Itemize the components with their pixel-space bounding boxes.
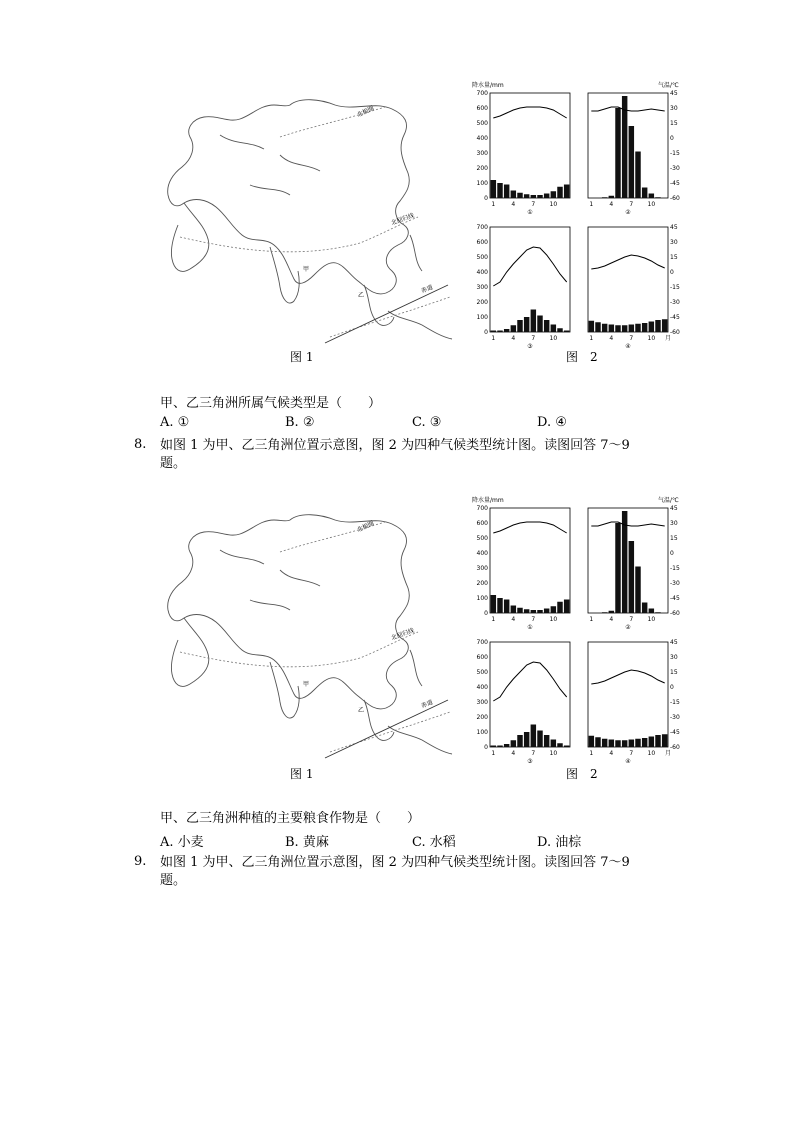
axis-tick-label: 45 xyxy=(670,224,678,231)
month-tick-label: 10 xyxy=(647,616,656,623)
precip-bar xyxy=(602,739,607,747)
chart-id-label: ③ xyxy=(527,758,533,765)
month-tick-label: 10 xyxy=(647,335,656,342)
axis-tick-label: 30 xyxy=(670,105,678,112)
climate-chart xyxy=(472,496,570,631)
precip-bar xyxy=(531,725,536,748)
precip-bar xyxy=(602,612,607,613)
precip-bar xyxy=(551,325,556,333)
temp-line xyxy=(591,670,664,684)
month-tick-label: 1 xyxy=(589,201,594,208)
axis-tick-label: 300 xyxy=(476,284,488,291)
axis-tick-label: 200 xyxy=(476,299,488,306)
precip-bar xyxy=(615,523,620,613)
precip-bar xyxy=(537,610,542,613)
precip-bar xyxy=(491,595,496,613)
precip-bar xyxy=(544,194,549,199)
axis-tick-label: 400 xyxy=(476,550,488,557)
climate-chart xyxy=(477,639,570,765)
precip-bar xyxy=(649,194,654,199)
precip-bar xyxy=(615,108,620,198)
chart-frame xyxy=(588,642,668,747)
axis-tick-label: -30 xyxy=(670,299,680,306)
precip-bar xyxy=(557,328,562,332)
month-tick-label: 4 xyxy=(609,750,614,757)
q8-option-c[interactable]: C. 水稻 xyxy=(412,835,456,850)
q8-intro xyxy=(160,437,660,473)
climate-charts xyxy=(450,490,680,765)
month-tick-label: 10 xyxy=(549,616,558,623)
axis-tick-label: 30 xyxy=(670,239,678,246)
temp-line xyxy=(493,522,566,533)
chart-frame xyxy=(588,227,668,332)
month-tick-label: 4 xyxy=(511,335,516,342)
precip-bar xyxy=(564,185,569,199)
precip-bar xyxy=(497,183,502,198)
axis-tick-label: 100 xyxy=(476,595,488,602)
q8-option-a[interactable]: A. 小麦 xyxy=(160,835,204,850)
precip-bar xyxy=(491,746,496,748)
precip-bar xyxy=(609,196,614,198)
figure2-caption: 图 2 xyxy=(566,350,598,364)
precip-bar xyxy=(557,743,562,747)
precip-bar xyxy=(524,609,529,613)
month-tick-label: 7 xyxy=(531,335,536,342)
precip-bar xyxy=(629,740,634,748)
month-tick-label: 10 xyxy=(647,201,656,208)
precip-bar xyxy=(504,744,509,747)
month-tick-label: 7 xyxy=(629,616,634,623)
climate-chart xyxy=(472,81,570,216)
axis-tick-label: -60 xyxy=(670,329,680,336)
axis-tick-label: 45 xyxy=(670,505,678,512)
precip-bar xyxy=(642,603,647,614)
precip-bar xyxy=(595,737,600,747)
climate-chart xyxy=(477,224,570,350)
month-tick-label: 7 xyxy=(629,201,634,208)
q7-stem: 甲、乙三角洲所属气候类型是（ ） xyxy=(160,396,382,411)
chart-frame xyxy=(588,508,668,613)
precip-bar xyxy=(662,734,667,747)
month-unit-label: 月 xyxy=(665,335,672,342)
axis-tick-label: 15 xyxy=(670,535,678,542)
figure2-caption: 图 2 xyxy=(566,767,598,781)
precip-bar xyxy=(544,320,549,332)
axis-tick-label: 200 xyxy=(476,580,488,587)
precip-bar xyxy=(642,188,647,199)
figure-block xyxy=(160,75,680,375)
q8-intro-line1: 如图 1 为甲、乙三角洲位置示意图，图 2 为四种气候类型统计图。读图回答 7～9 xyxy=(160,438,630,453)
axis-tick-label: 600 xyxy=(476,654,488,661)
axis-tick-label: 0 xyxy=(670,684,674,691)
precip-bar xyxy=(622,740,627,747)
axis-tick-label: -30 xyxy=(670,580,680,587)
chart-frame xyxy=(490,508,570,613)
axis-tick-label: 300 xyxy=(476,565,488,572)
equator-label: 赤道 xyxy=(420,283,434,295)
temp-line xyxy=(493,107,566,118)
precip-bar xyxy=(649,609,654,614)
q7-option-d[interactable]: D. ④ xyxy=(537,415,567,430)
climate-chart xyxy=(588,639,680,765)
month-tick-label: 4 xyxy=(609,335,614,342)
precip-bar xyxy=(531,610,536,613)
chart-frame xyxy=(588,93,668,198)
axis-tick-label: 0 xyxy=(670,550,674,557)
month-tick-label: 1 xyxy=(589,616,594,623)
q9-intro-line1: 如图 1 为甲、乙三角洲位置示意图，图 2 为四种气候类型统计图。读图回答 7～9 xyxy=(160,855,630,870)
axis-tick-label: 15 xyxy=(670,669,678,676)
axis-tick-label: -60 xyxy=(670,610,680,617)
q8-option-d[interactable]: D. 油棕 xyxy=(537,835,582,850)
delta-yi-label: 乙 xyxy=(358,292,365,299)
axis-tick-label: -45 xyxy=(670,314,680,321)
month-tick-label: 10 xyxy=(647,750,656,757)
tropic-label: 北回归线 xyxy=(390,212,416,227)
arctic-circle-label: 北极圈 xyxy=(355,104,376,119)
precip-bar xyxy=(655,735,660,747)
precip-bar xyxy=(524,317,529,332)
precip-bar xyxy=(595,322,600,332)
precip-bar xyxy=(629,325,634,333)
axis-tick-label: -30 xyxy=(670,165,680,172)
chart-id-label: ④ xyxy=(625,343,631,350)
q9-intro-line2: 题。 xyxy=(160,873,187,888)
precip-bar xyxy=(622,325,627,332)
axis-tick-label: 700 xyxy=(476,639,488,646)
precip-bar xyxy=(655,197,660,198)
precip-bar xyxy=(635,567,640,614)
axis-tick-label: 0 xyxy=(670,135,674,142)
chart-id-label: ① xyxy=(527,209,533,216)
month-unit-label: 月 xyxy=(665,750,672,757)
precip-bar xyxy=(537,195,542,198)
precip-bar xyxy=(655,320,660,332)
precip-bar xyxy=(635,739,640,747)
precip-bar xyxy=(491,331,496,333)
precip-bar xyxy=(662,319,667,332)
precip-bar xyxy=(642,323,647,332)
axis-tick-label: 400 xyxy=(476,269,488,276)
axis-tick-label: -60 xyxy=(670,195,680,202)
month-tick-label: 7 xyxy=(531,750,536,757)
month-tick-label: 4 xyxy=(511,616,516,623)
axis-tick-label: 400 xyxy=(476,684,488,691)
axis-tick-label: -60 xyxy=(670,744,680,751)
climate-chart xyxy=(588,224,680,350)
axis-tick-label: 0 xyxy=(484,610,488,617)
q7-option-c[interactable]: C. ③ xyxy=(412,415,442,430)
precip-bar xyxy=(511,191,516,199)
temp-axis-label: 气温/℃ xyxy=(658,497,679,504)
axis-tick-label: 300 xyxy=(476,699,488,706)
precip-bar xyxy=(517,608,522,613)
month-tick-label: 10 xyxy=(549,750,558,757)
month-tick-label: 1 xyxy=(491,201,496,208)
chart-id-label: ② xyxy=(625,209,631,216)
precip-bar xyxy=(524,194,529,198)
month-tick-label: 1 xyxy=(589,750,594,757)
precip-bar xyxy=(615,325,620,332)
precip-bar xyxy=(531,195,536,198)
precip-bar xyxy=(504,600,509,614)
figure1-caption: 图 1 xyxy=(290,350,314,364)
month-tick-label: 7 xyxy=(531,201,536,208)
axis-tick-label: 0 xyxy=(670,269,674,276)
month-tick-label: 1 xyxy=(491,335,496,342)
precip-bar xyxy=(544,735,549,747)
precip-bar xyxy=(551,740,556,748)
precip-bar xyxy=(557,187,562,198)
asia-map xyxy=(160,75,460,345)
axis-tick-label: 600 xyxy=(476,520,488,527)
precip-bar xyxy=(531,310,536,333)
precip-bar xyxy=(511,606,516,614)
precip-bar xyxy=(642,738,647,747)
axis-tick-label: 500 xyxy=(476,254,488,261)
figure1-caption: 图 1 xyxy=(290,767,314,781)
temp-axis-label: 气温/℃ xyxy=(658,82,679,89)
month-tick-label: 4 xyxy=(609,201,614,208)
q9-number: 9. xyxy=(134,854,147,869)
precip-bar xyxy=(649,737,654,748)
axis-tick-label: 700 xyxy=(476,505,488,512)
precip-bar xyxy=(497,746,502,748)
precip-bar xyxy=(602,197,607,198)
precip-bar xyxy=(497,598,502,613)
axis-tick-label: 200 xyxy=(476,165,488,172)
chart-id-label: ② xyxy=(625,624,631,631)
month-tick-label: 4 xyxy=(511,750,516,757)
month-tick-label: 1 xyxy=(491,750,496,757)
axis-tick-label: 400 xyxy=(476,135,488,142)
equator-label: 赤道 xyxy=(420,698,434,710)
precip-bar xyxy=(564,746,569,748)
temp-line xyxy=(493,662,566,701)
month-tick-label: 7 xyxy=(629,335,634,342)
temp-line xyxy=(591,522,664,526)
axis-tick-label: 0 xyxy=(484,744,488,751)
axis-tick-label: 0 xyxy=(484,195,488,202)
precip-bar xyxy=(537,731,542,748)
precip-bar xyxy=(622,96,627,198)
axis-tick-label: 700 xyxy=(476,224,488,231)
month-tick-label: 4 xyxy=(511,201,516,208)
axis-tick-label: -45 xyxy=(670,180,680,187)
precip-bar xyxy=(551,606,556,613)
precip-bar xyxy=(635,324,640,332)
precip-bar xyxy=(537,316,542,333)
axis-tick-label: 100 xyxy=(476,314,488,321)
axis-tick-label: 0 xyxy=(484,329,488,336)
month-tick-label: 4 xyxy=(609,616,614,623)
precip-bar xyxy=(622,511,627,613)
q9-intro xyxy=(160,854,660,890)
month-tick-label: 1 xyxy=(589,335,594,342)
month-tick-label: 10 xyxy=(549,335,558,342)
precip-bar xyxy=(655,612,660,613)
precip-bar xyxy=(517,735,522,747)
q8-options xyxy=(160,831,630,849)
precip-bar xyxy=(511,740,516,747)
precip-bar xyxy=(544,609,549,614)
arctic-circle-label: 北极圈 xyxy=(355,519,376,534)
axis-tick-label: 30 xyxy=(670,520,678,527)
precip-bar xyxy=(564,600,569,614)
temp-line xyxy=(591,107,664,111)
axis-tick-label: -15 xyxy=(670,565,680,572)
q8-intro-line2: 题。 xyxy=(160,456,187,471)
precip-axis-label: 降水量/mm xyxy=(472,497,504,504)
climate-charts xyxy=(450,75,680,350)
axis-tick-label: 500 xyxy=(476,535,488,542)
precip-bar xyxy=(551,191,556,198)
chart-id-label: ③ xyxy=(527,343,533,350)
axis-tick-label: 200 xyxy=(476,714,488,721)
axis-tick-label: 15 xyxy=(670,254,678,261)
chart-id-label: ④ xyxy=(625,758,631,765)
chart-frame xyxy=(490,93,570,198)
delta-jia-label: 甲 xyxy=(303,266,310,273)
month-tick-label: 7 xyxy=(629,750,634,757)
axis-tick-label: 30 xyxy=(670,654,678,661)
axis-tick-label: -15 xyxy=(670,284,680,291)
precip-bar xyxy=(589,321,594,332)
axis-tick-label: 100 xyxy=(476,729,488,736)
precip-bar xyxy=(491,180,496,198)
precip-bar xyxy=(497,331,502,333)
precip-bar xyxy=(517,320,522,332)
figure-block xyxy=(160,490,680,790)
axis-tick-label: 300 xyxy=(476,150,488,157)
axis-tick-label: 45 xyxy=(670,639,678,646)
delta-yi-label: 乙 xyxy=(358,707,365,714)
chart-id-label: ① xyxy=(527,624,533,631)
axis-tick-label: 600 xyxy=(476,239,488,246)
precip-bar xyxy=(517,193,522,198)
asia-map xyxy=(160,490,460,760)
precip-bar xyxy=(649,322,654,333)
q7-option-b[interactable]: B. ② xyxy=(285,415,315,430)
precip-bar xyxy=(557,602,562,613)
precip-bar xyxy=(629,126,634,198)
precip-bar xyxy=(609,740,614,748)
axis-tick-label: -15 xyxy=(670,699,680,706)
climate-chart xyxy=(588,81,680,216)
axis-tick-label: 700 xyxy=(476,90,488,97)
month-tick-label: 7 xyxy=(531,616,536,623)
precip-bar xyxy=(629,541,634,613)
precip-bar xyxy=(504,185,509,199)
axis-tick-label: -45 xyxy=(670,595,680,602)
axis-tick-label: 15 xyxy=(670,120,678,127)
precip-bar xyxy=(564,331,569,333)
month-tick-label: 10 xyxy=(549,201,558,208)
precip-bar xyxy=(511,325,516,332)
precip-bar xyxy=(524,732,529,747)
axis-tick-label: 600 xyxy=(476,105,488,112)
precip-bar xyxy=(504,329,509,332)
precip-axis-label: 降水量/mm xyxy=(472,82,504,89)
precip-bar xyxy=(602,324,607,332)
precip-bar xyxy=(615,740,620,747)
q8-number: 8. xyxy=(134,437,147,452)
climate-chart xyxy=(588,496,680,631)
temp-line xyxy=(493,247,566,286)
axis-tick-label: -30 xyxy=(670,714,680,721)
axis-tick-label: -45 xyxy=(670,729,680,736)
q8-stem: 甲、乙三角洲种植的主要粮食作物是（ ） xyxy=(160,811,421,826)
axis-tick-label: 500 xyxy=(476,120,488,127)
axis-tick-label: 100 xyxy=(476,180,488,187)
q7-options xyxy=(160,415,630,433)
axis-tick-label: -15 xyxy=(670,150,680,157)
q8-option-b[interactable]: B. 黄麻 xyxy=(285,835,329,850)
precip-bar xyxy=(609,325,614,333)
axis-tick-label: 45 xyxy=(670,90,678,97)
q7-option-a[interactable]: A. ① xyxy=(160,415,190,430)
delta-jia-label: 甲 xyxy=(303,681,310,688)
tropic-label: 北回归线 xyxy=(390,627,416,642)
axis-tick-label: 500 xyxy=(476,669,488,676)
month-tick-label: 1 xyxy=(491,616,496,623)
precip-bar xyxy=(635,152,640,199)
temp-line xyxy=(591,255,664,269)
precip-bar xyxy=(589,736,594,747)
precip-bar xyxy=(609,611,614,613)
